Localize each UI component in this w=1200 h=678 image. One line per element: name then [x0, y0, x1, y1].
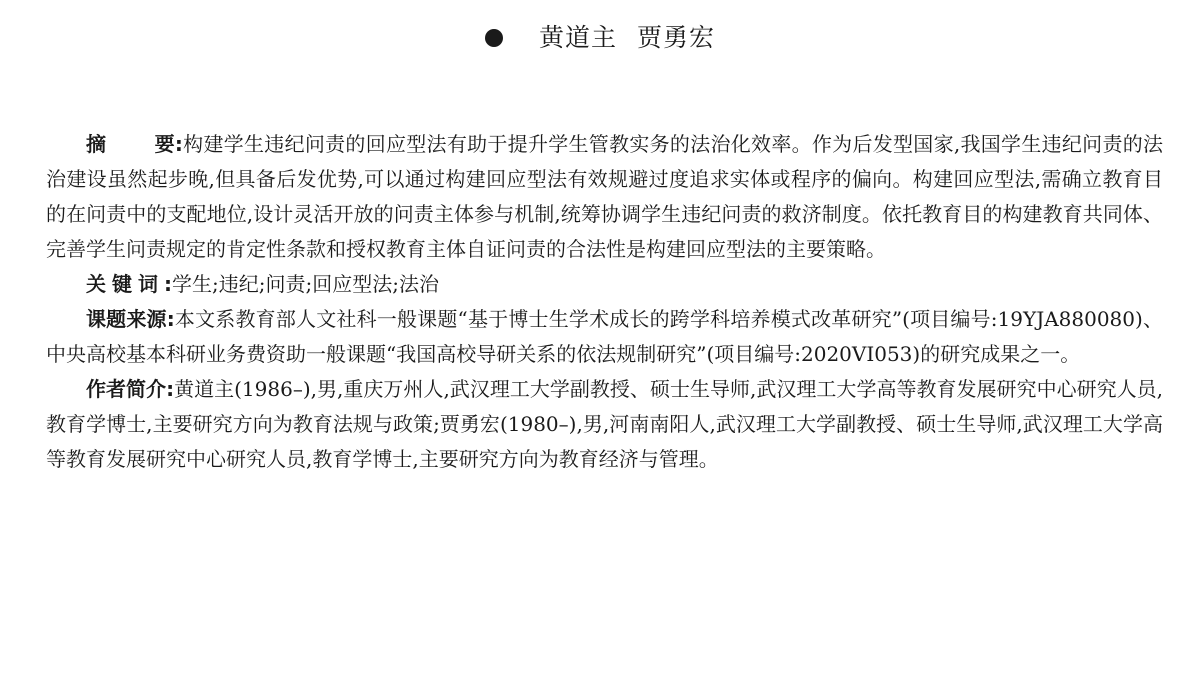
author-name-2: 贾勇宏 [637, 23, 716, 52]
abstract-paragraph [46, 127, 1163, 267]
author-bio-colon: : [166, 377, 175, 401]
bullet-icon [485, 29, 503, 47]
front-matter [46, 127, 1163, 477]
funding-colon: : [166, 307, 175, 331]
keywords-text: 学生;违纪;问责;回应型法;法治 [172, 272, 439, 296]
abstract-text: 构建学生违纪问责的回应型法有助于提升学生管教实务的法治化效率。作为后发型国家,我国学生违纪问责的法治建设虽然起步晚,但具备后发优势,可以通过构建回应型法有效规避过度追求实体或程序的偏向。构建回应型法,需确立教育目的在问责中的支配地位,设计灵活开放的问责主体参与机制,统筹协调学生违纪问责的救济制度。依托教育目的构建教育共同体、完善学生问责规定的肯定性条款和授权教育主体自证问责的合法性是构建回应型法的主要策略。 [46, 132, 1164, 261]
author-bio-label: 作者简介 [86, 377, 167, 401]
funding-label: 课题来源 [86, 307, 167, 331]
author-name-1: 黄道主 [538, 23, 617, 52]
abstract-label: 摘 要: [86, 132, 183, 156]
keywords-paragraph [46, 267, 1163, 302]
funding-paragraph [46, 302, 1163, 372]
author-line [0, 18, 1200, 58]
author-bio-text: 黄道主(1986–),男,重庆万州人,武汉理工大学副教授、硕士生导师,武汉理工大学高等教育发展研究中心研究人员,教育学博士,主要研究方向为教育法规与政策;贾勇宏(1980–),男,河南南阳人,武汉理工大学副教授、硕士生导师,武汉理工大学高等教育发展研究中心研究人员,教育学博士,主要研究方向为教育经济与管理。 [46, 377, 1164, 471]
funding-text: 本文系教育部人文社科一般课题“基于博士生学术成长的跨学科培养模式改革研究”(项目编号:19YJA880080)、中央高校基本科研业务费资助一般课题“我国高校导研关系的依法规制研究”(项目编号:2020VI053)的研究成果之一。 [46, 307, 1163, 366]
keywords-colon: : [164, 272, 172, 296]
keywords-label: 关键词 [86, 272, 164, 296]
author-bio-paragraph [46, 372, 1163, 477]
